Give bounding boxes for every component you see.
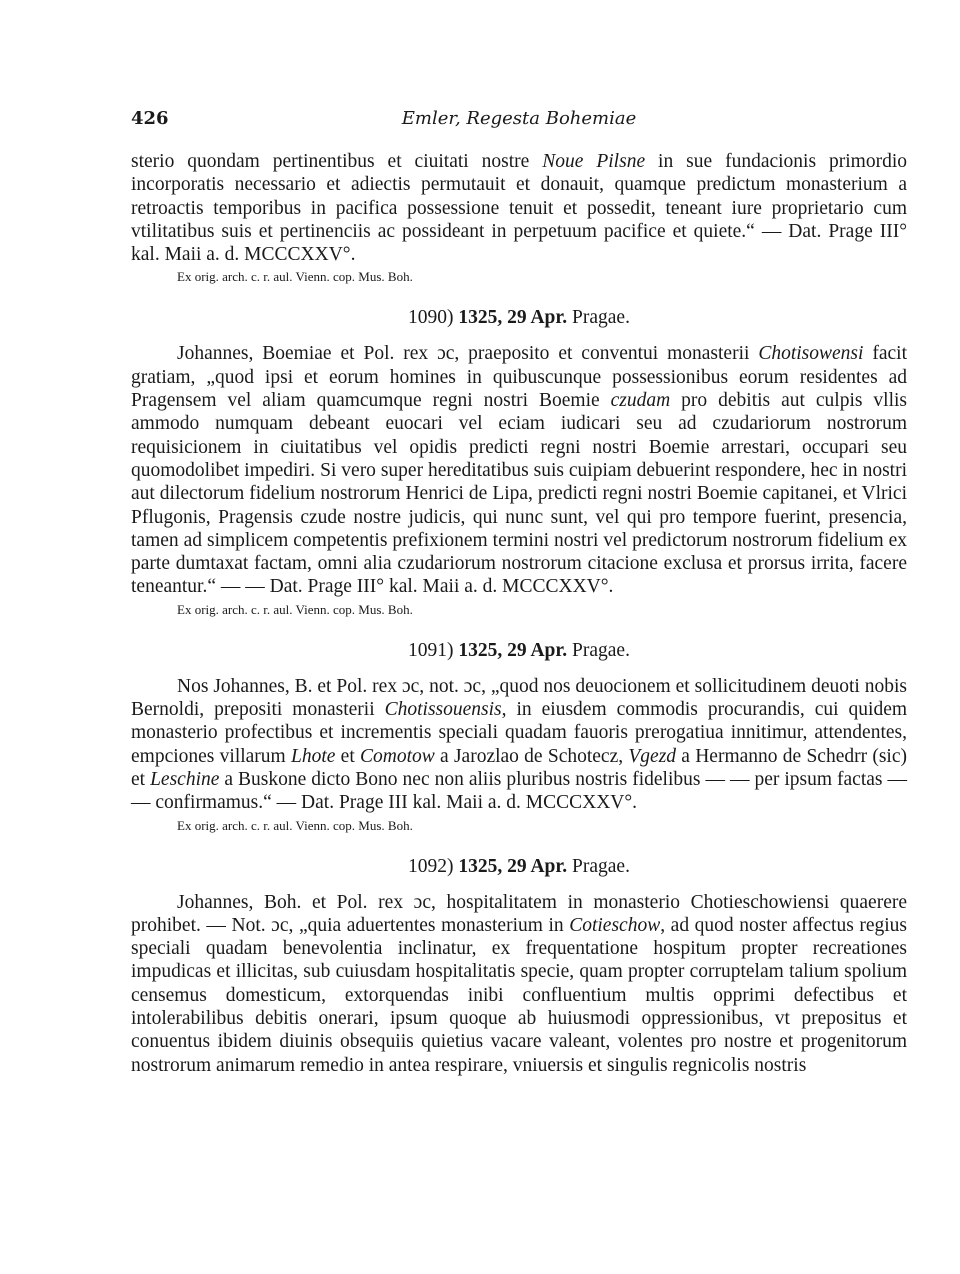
entry-heading	[131, 639, 907, 663]
text-run: a Hermanno de Schedrr (sic) et	[131, 745, 907, 790]
source-note: Ex orig. arch. c. r. aul. Vienn. cop. Mus. Boh.	[177, 817, 413, 833]
entry-place: Pragae.	[572, 855, 630, 877]
entry-text	[131, 891, 907, 1077]
entry-heading	[131, 306, 907, 330]
entry-heading	[131, 855, 907, 879]
source-note: Ex orig. arch. c. r. aul. Vienn. cop. Mus. Boh.	[177, 269, 413, 285]
text-run: pro debitis aut culpis vllis ammodo numquam debeant euocari vel eciam iudicari seu ad czudariorum nostrorum requisicionem in ciuitatibus vel opidis predicti regni nostri Boemie arrestari, occupari seu quomodolibet impediri. Si vero super hereditatibus suis cuipiam debuerint respondere, hec in nostri aut dilectorum fidelium nostrorum Henrici de Lipa, predicti regni nostri Boemie capitanei, et Vlrici Pflugonis, Pragensis czude nostre judicis, qui nunc sunt, vel qui pro tempore fuerint, presencia, tamen ad simplicem competentis prefixionem termini nostri vel predictorum nostrorum fidelium ex parte dumtaxat factam, omni alia czudariorum nostrorum citacione exclusa et prorsus irrita, facere teneantur.“ — — Dat. Prage III° kal. Maii a. d. MCCCXXV°.	[131, 390, 907, 598]
source-note: Ex orig. arch. c. r. aul. Vienn. cop. Mus. Boh.	[177, 601, 413, 617]
entry-text	[131, 342, 907, 598]
italic-place-name: Leschine	[150, 768, 220, 790]
entry-number: 1090)	[408, 307, 454, 329]
italic-place-name: Lhote	[290, 745, 336, 767]
text-run: Nos Johannes, B. et Pol. rex ɔc, not. ɔc, „quod nos deuocionem et sollicitudinem deuoti nobis Bernoldi, prepositi monasterii	[131, 675, 907, 721]
regest-entry	[131, 288, 907, 620]
entry-date: 1325, 29 Apr.	[458, 855, 568, 877]
entry-number: 1091)	[408, 639, 454, 661]
document-body	[131, 150, 907, 1077]
italic-place-name: Chotissouensis	[384, 699, 502, 721]
italic-place-name: Chotisowensi	[758, 343, 864, 365]
text-run: , ad quod noster affectus regius speciali quadam benevolentia inclinatur, ex frequentatione hospitum propter recreationes impudicas et illicitas, sub cuiusdam hospitalitatis specie, quam propter corruptelam talium spolium censemus domesticum, extorquendas inibi confluentium multis opprimi defectibus et intolerabilibus debitis onerari, ipsum quoque ab huiusmodi oppressionibus, vt prepositus et conuentus ibidem diuinis obsequiis quietius vacare valeant, volentes pro nostre et progenitorum nostrorum animarum remedio in antea respirare, vniuersis et singulis regnicolis nostris	[131, 914, 908, 1076]
regest-entry	[131, 621, 907, 837]
italic-place-name: Vgezd	[628, 745, 677, 767]
page-number: 426	[131, 108, 169, 129]
entry-text	[131, 675, 907, 815]
entry-place: Pragae.	[572, 639, 630, 661]
italic-place-name: Noue Pilsne	[542, 151, 646, 172]
text-run: et	[335, 745, 361, 767]
text-run: sterio quondam pertinentibus et ciuitati nostre	[131, 151, 543, 172]
entry-place: Pragae.	[572, 307, 630, 329]
italic-place-name: Cotieschow	[569, 914, 661, 936]
text-run: Johannes, Boh. et Pol. rex ɔc, hospitalitatem in monasterio Chotieschowiensi quaerere prohibet. — Not. ɔc, „quia aduertentes monasterium in	[131, 891, 907, 936]
text-run: facit gratiam, „quod ipsi et eorum homines in quibuscunque possessionibus eorum residentes ad Pragensem vel aliam quamcumque regni nostri Boemie	[131, 343, 907, 412]
italic-place-name: Comotow	[360, 745, 435, 767]
italic-place-name: czudam	[610, 390, 671, 412]
regest-entry	[131, 837, 907, 1077]
running-title: Emler, Regesta Bohemiae	[401, 108, 637, 129]
text-run: a Buskone dicto Bono nec non aliis pluribus nostris fidelibus — — per ipsum factas — — confirmamus.“ — Dat. Prage III kal. Maii a. d. MCCCXXV°.	[131, 768, 907, 814]
text-run: in sue fundacionis primordio incorporatis necessario et adiectis permutauit et donauit, quamque predictum monasterium a retroactis temporibus in pacifica possessione tenuit et possedit, teneant iure proprietario cum vtilitatibus suis et pertinenciis ac possideant in perpetuum pacifice et quiete.“ — Dat. Prage III° kal. Maii a. d. MCCCXXV°.	[131, 151, 907, 266]
entry-number: 1092)	[408, 855, 454, 877]
text-run: a Jarozlao de Schotecz,	[434, 745, 629, 767]
entry-date: 1325, 29 Apr.	[458, 639, 568, 661]
entry-text	[131, 150, 907, 266]
text-run: Johannes, Boemiae et Pol. rex ɔc, praeposito et conventui monasterii	[177, 343, 759, 365]
entry-date: 1325, 29 Apr.	[458, 307, 568, 329]
text-run: , in eiusdem commodis procurandis, cui quidem monasterio profectibus et incrementis speciali quadam fauoris prerogatiua innitimur, attendentes, empciones villarum	[131, 699, 908, 767]
regest-entry	[131, 150, 907, 288]
page-header	[131, 108, 907, 138]
